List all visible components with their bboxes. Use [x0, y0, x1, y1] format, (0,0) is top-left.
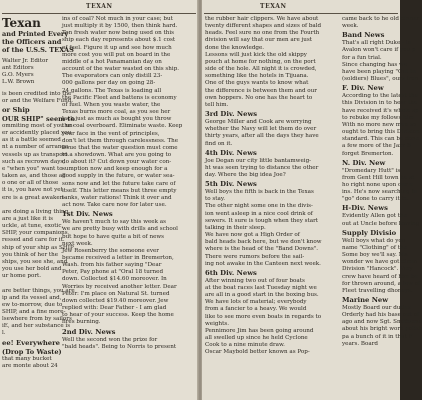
text-line: Pennimore Jim has been going around — [205, 327, 314, 334]
article-body — [205, 16, 338, 109]
text-line: lsewhere from by sailors — [2, 316, 72, 323]
section-heading: 1st Div. News — [62, 210, 113, 219]
text-line: thirty years, after all the days they have — [205, 133, 319, 140]
text-line: itself. This letter means but three empty — [62, 187, 177, 194]
text-line: There were rumors before the sail- — [205, 253, 305, 260]
text-line: ur home port. — [2, 273, 42, 280]
text-line: but hope to have quite a bit of news — [62, 233, 165, 240]
text-line: 000 gallons per day on going 28- — [62, 80, 156, 87]
text-line: Jew Rosenberry the someone ever — [62, 247, 159, 254]
text-line: lack just as much as bought you throw — [62, 116, 172, 123]
text-line: done the knowledge. — [205, 44, 265, 51]
text-line: tanks, water rations! Think it over and — [62, 194, 172, 201]
text-line: for a fun trial. — [342, 54, 382, 61]
text-line: Peter: I'm place on Natural St. turned — [62, 290, 170, 297]
text-line: of the U.S.S. TEXAS — [2, 46, 74, 54]
running-head-right: TEXAN — [260, 3, 287, 10]
section-heading: H-Div. News — [342, 204, 388, 213]
text-line: side of the hole. All night it is crowded, — [205, 66, 317, 73]
text-line: ew to-morrow, due to — [2, 301, 63, 308]
text-line: of fuel. When you waste water, the — [62, 101, 161, 108]
text-line: like to see more even boats in regards to — [205, 313, 322, 320]
text-line: The other night some one in the divis- — [205, 203, 313, 210]
text-line: l. — [2, 330, 6, 337]
text-line: Well boys the fifth is back in the Texas — [205, 189, 314, 196]
text-line: 24 gallons. The Texas is loading all — [62, 87, 162, 94]
text-line: to rebuke my follows him — [342, 114, 414, 121]
text-line: ship of your ship as SHIP — [2, 244, 74, 251]
text-line: We haven't much to say this week as — [62, 219, 166, 226]
text-line: George Miller and Cook are worrying — [205, 119, 312, 126]
text-line: division will say that our men are just — [205, 37, 312, 44]
text-line: Walter Jr. Editor — [2, 58, 48, 64]
text-line: good supply in the future, or water sea- — [62, 173, 175, 180]
section-body — [342, 167, 417, 204]
section-heading: 6th Div. News — [205, 268, 257, 277]
text-line: next week. — [62, 240, 93, 247]
section-heading: 5th Div. News — [205, 180, 257, 189]
text-line: to a showdown. What are you going to — [62, 151, 172, 158]
text-line: talking in their sleep. — [205, 224, 266, 231]
article-body — [62, 16, 195, 209]
text-line: ere is a great awaken- — [2, 194, 66, 201]
text-line: weights. — [205, 320, 229, 327]
text-line: taken as, and those all — [2, 173, 66, 180]
text-line: o one or all of those — [2, 180, 59, 187]
text-line: the rubber hair clippers. We have about — [205, 16, 319, 22]
text-line: ressed and care for it. — [2, 237, 65, 244]
text-line: replied with: Dear Father - I am glad — [62, 305, 167, 312]
text-line: The evaporators can only distill 23- — [62, 73, 163, 80]
text-line: are a just like it is — [2, 215, 53, 222]
text-line: Orderly had his base out of — [342, 312, 420, 319]
text-line: a few more of the Jazz B — [342, 143, 412, 150]
text-line: wonder we have got dimm — [342, 259, 418, 266]
text-line: Evidently Allen got the — [342, 213, 407, 220]
text-line: are better things, you are — [2, 287, 75, 294]
text-line: standard. This can be done — [342, 136, 419, 143]
article-heading: ee! Everywhere — [2, 338, 61, 347]
text-line: tell him. — [205, 101, 229, 108]
text-line: act now. Take care now for later use. — [62, 202, 167, 209]
text-line: uckle, at tune, exotic, — [2, 223, 64, 230]
text-line: Some boy we'll say. Ma — [342, 252, 408, 259]
text-line: Since changing has we — [342, 61, 408, 68]
text-line: Well the second won the prize for — [62, 336, 158, 343]
section-body — [205, 189, 338, 268]
text-line: the Officers and — [2, 38, 62, 46]
text-line: account of the water wasted on this ship. — [62, 66, 180, 73]
text-line: down. Collected $14.60 moreover. In — [62, 276, 167, 283]
text-line: week. — [342, 23, 359, 30]
text-line: it is, you have not yet — [2, 187, 63, 194]
staff-list — [2, 58, 58, 87]
text-line: we are pretty busy with drills and school — [62, 226, 178, 233]
text-line: just multiply it by 1500, then think hard. — [62, 23, 178, 30]
text-line: have received it's whole sp — [342, 107, 419, 114]
text-line: Texas burns more coal, as you see her — [62, 109, 171, 116]
section-body — [342, 305, 422, 348]
text-line: Peter, Pay phone at "Oral 18 turned — [62, 269, 164, 276]
text-line: crew have heard of him be — [342, 273, 418, 280]
text-line: or and the Welfare Fund. — [2, 97, 74, 104]
text-line: became received a letter in Bremerton, — [62, 255, 174, 261]
text-line: Mostly Board our duties — [342, 305, 411, 311]
header-rule — [2, 13, 196, 14]
text-line: do about it? Cut down your water con- — [62, 159, 172, 166]
text-line: have been playing "Out tu — [342, 68, 417, 75]
text-line: from a fancier to a heavy. We would — [205, 306, 307, 313]
text-line: ht was seen trying to distance the other — [205, 164, 319, 171]
text-line: to hear of your success. Keep the home — [62, 312, 174, 319]
text-line: this Division in to hear the — [342, 100, 418, 107]
left-page — [0, 0, 198, 400]
text-line: SHIP, and a fine more- — [2, 309, 66, 315]
text-line: "Dromedary Hutt" is — [342, 167, 401, 174]
text-line: iE, and her substance is — [2, 323, 71, 330]
section-body — [62, 337, 195, 351]
text-line: Fleet travelling dhoneys. — [342, 287, 413, 294]
section-body — [342, 40, 419, 83]
text-line: Lessons will just kick the old skippy — [205, 51, 307, 58]
text-line: Cook to a nine minute draw. — [205, 342, 285, 349]
right-col-2 — [342, 16, 422, 400]
text-line: don't let them through carelessness. The — [62, 137, 179, 144]
text-line: ins. He's now searching fo — [342, 189, 417, 196]
text-line: er accidently placed you — [2, 130, 72, 137]
text-line: According to the latest the — [342, 93, 418, 100]
text-line: that many bucket — [2, 355, 52, 362]
article-subheading: OUR SHIP" seem to — [2, 114, 75, 123]
text-line: at the boat races last Tuesday night we — [205, 285, 317, 291]
notice-text — [2, 90, 74, 105]
text-line: are doing a living thing, — [2, 208, 70, 215]
text-line: Well boys what do you — [342, 237, 406, 244]
text-line: ommiting most of you un- — [2, 122, 75, 129]
text-line: sons now and let the future take care of — [62, 180, 176, 187]
text-line: nt a number of arrange- — [2, 144, 71, 151]
text-line: G.O. Myers — [2, 72, 34, 79]
section-body — [342, 237, 421, 295]
text-line: the coal overboard. Eliminate waste. Keep — [62, 123, 183, 130]
text-line: as it a battle seemed — [2, 137, 61, 144]
text-line: ho right none upon our e — [342, 181, 413, 188]
text-line: "go" done to carry it in. — [342, 196, 409, 203]
text-line: fires burning. — [62, 319, 101, 326]
text-line: vessels up as transport. — [2, 151, 70, 158]
text-line: from Gent Hill town he st — [342, 174, 415, 181]
text-line: you use her bold and — [2, 266, 62, 273]
section-heading: 3rd Div. News — [205, 110, 258, 119]
text-line: Joe Degan our city little bantamweig- — [205, 157, 312, 164]
section-body — [342, 93, 420, 157]
section-body — [342, 213, 420, 227]
text-line: for thrown around, a few of — [342, 280, 421, 287]
left-col-2 — [62, 16, 195, 400]
text-line: is been credited into the — [2, 90, 72, 97]
text-line: sumption now and keep enough for a — [62, 166, 168, 173]
text-line: are monte about 24 — [2, 362, 58, 369]
text-line: Avalon won't care if you p — [342, 47, 416, 54]
masthead-title: Texan — [2, 16, 41, 30]
text-line — [2, 202, 58, 209]
text-line: and Printed Every — [2, 30, 69, 38]
section-body — [62, 219, 195, 326]
text-line: about his bright work polish — [342, 326, 422, 333]
text-line: pa a bunch of it in that F — [342, 333, 413, 340]
text-line: out at Uncle before leaving — [342, 220, 420, 227]
section-heading: Marine New — [342, 296, 389, 304]
text-line: Oscar Maybold better known as Pop- — [205, 349, 310, 356]
text-line: years. Board — [342, 340, 378, 347]
text-line: ing not awake in the Canteen next week. — [205, 260, 321, 267]
text-line: where is the head of the "Band Downs". — [205, 246, 319, 253]
text-line: bald heads back here, but we don't know — [205, 239, 322, 246]
section-heading: F. Div. New — [342, 84, 384, 93]
text-line: down collected $19.40 moreover. Jew — [62, 297, 169, 304]
text-line: Division "Hancock". Very — [342, 266, 413, 273]
right-col-1 — [205, 16, 338, 400]
article-body — [2, 122, 75, 338]
article-heading: or Ship — [2, 105, 30, 114]
text-line: more cost you will put on board in the — [62, 51, 171, 58]
text-line: L.W. Brown — [2, 79, 35, 86]
section-body — [205, 158, 338, 179]
text-line: such as recrown days, — [2, 158, 66, 165]
left-col-1 — [2, 16, 75, 400]
text-line: ship each day represents about $.1 cost — [62, 37, 176, 44]
section-heading: 2nd Div. News — [62, 327, 116, 336]
text-line: With no more new men so — [342, 121, 416, 128]
text-line: ships, you see she, and — [2, 258, 68, 265]
section-heading: 4th Div. News — [205, 148, 257, 157]
section-heading: Supply Divisio — [342, 228, 397, 237]
text-line: name "Clothing" of the — [342, 244, 407, 251]
text-line: own hoppers. No one has the heart to — [205, 94, 313, 101]
text-line: sewers. It sure is tough when they start — [205, 217, 319, 224]
section-heading: N. Div. New — [342, 158, 386, 167]
masthead-subtitle — [2, 30, 74, 54]
text-line: One of the guys wants to know what — [205, 80, 309, 87]
text-line: ought to bring this Division — [342, 129, 420, 136]
text-line: came back to he old dinner — [342, 16, 420, 22]
header-rule — [204, 13, 398, 14]
section-heading: Band News — [342, 31, 385, 40]
text-line: We have lots of material; everybody — [205, 299, 307, 306]
text-line: all swelled up since he held Cyclone — [205, 335, 308, 342]
text-line: of fuel. Figure it up and see how much — [62, 44, 172, 51]
text-line: your face in the vent of principles, — [62, 130, 160, 137]
section-body — [205, 278, 338, 357]
text-line: day. Where the big idea Joe? — [205, 171, 286, 178]
text-line — [2, 280, 58, 287]
text-line: ins of coal? Not much in your case; but — [62, 16, 173, 22]
text-line: heads. Feel sure no one from the Fourth — [205, 30, 320, 37]
text-line: e "when you" want to — [2, 165, 63, 172]
text-line: find on it. — [205, 140, 233, 147]
section-body — [205, 119, 338, 148]
text-line: the Pacific Fleet and battens is economy — [62, 94, 177, 101]
text-line: That's all right Duke - in — [342, 40, 412, 47]
text-line: Ten fresh water now being used on this — [62, 30, 175, 37]
running-head-left: TEXAN — [86, 3, 113, 10]
text-line: After winning two out of four boats — [205, 277, 305, 284]
text-line: the difference is between them and our — [205, 87, 317, 94]
text-line: issue that the water question must come — [62, 144, 178, 151]
text-line: We have now got a High Order of — [205, 232, 300, 239]
text-line: twenty different shapes and sizes of bald — [205, 23, 322, 30]
text-line: ip and its vessel and, — [2, 294, 62, 301]
text-line: SHIP, your companions, — [2, 230, 70, 237]
text-line: Wash. from his father saying "Dear — [62, 262, 162, 269]
article-body — [342, 16, 420, 30]
text-line: ion went asleep in a nice cool drink of — [205, 210, 313, 217]
text-line: are all in a good start in the boxing bus. — [205, 292, 319, 299]
text-line: whether the Navy will let them do over — [205, 126, 317, 133]
article-subheading: (Drop To Waste) — [2, 347, 62, 356]
text-line: to stay. — [205, 196, 226, 203]
text-line: ant Editors — [2, 65, 34, 72]
text-line: (soldiers) Blues", ours fron — [342, 76, 419, 83]
text-line: middle of a hot Panamanian day on — [62, 58, 162, 65]
text-line: ago and now Sgt. Smitheme — [342, 319, 422, 326]
text-line: Worries by received another letter. Dear — [62, 283, 177, 290]
text-line: pouch at home for nothing, on the port — [205, 58, 316, 65]
text-line: you think of her the — [2, 251, 59, 258]
right-page — [202, 0, 422, 400]
text-line: forget Bremerton. — [342, 150, 394, 157]
article-body — [2, 356, 58, 370]
text-line: something like the hotels in Tijuana. — [205, 73, 309, 80]
text-line: "bald heads". Being to Norris to present — [62, 343, 177, 350]
